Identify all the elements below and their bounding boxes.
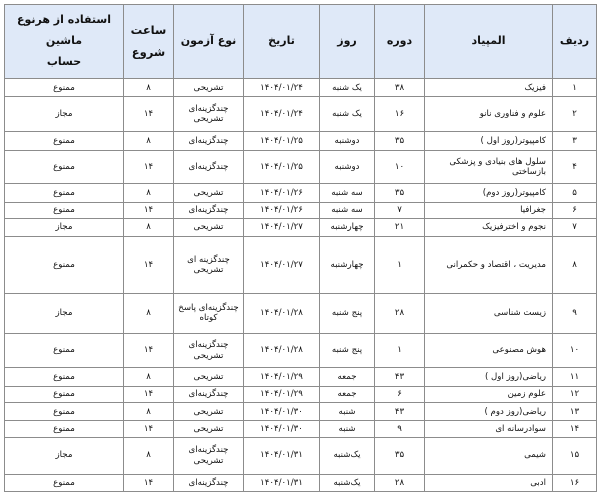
cell-day: یک‌شنبه bbox=[320, 437, 375, 474]
cell-start-time: ۸ bbox=[124, 368, 174, 386]
cell-period: ۳۸ bbox=[375, 79, 425, 97]
cell-day: پنج شنبه bbox=[320, 293, 375, 333]
cell-exam-type: تشریحی bbox=[174, 368, 244, 386]
cell-date: ۱۴۰۴/۰۱/۲۴ bbox=[244, 97, 320, 132]
cell-row-number: ۱۰ bbox=[553, 333, 597, 368]
cell-start-time: ۱۴ bbox=[124, 237, 174, 293]
cell-calculator-use: ممنوع bbox=[5, 421, 124, 437]
cell-date: ۱۴۰۴/۰۱/۲۸ bbox=[244, 293, 320, 333]
cell-exam-type: چندگزینه‌ای پاسخ کوتاه bbox=[174, 293, 244, 333]
cell-period: ۲۸ bbox=[375, 474, 425, 491]
header-row-number: ردیف bbox=[553, 5, 597, 79]
cell-start-time: ۸ bbox=[124, 293, 174, 333]
cell-olympiad: علوم زمین bbox=[425, 386, 553, 402]
header-start-time-line2: شروع bbox=[131, 44, 166, 59]
table-row bbox=[5, 132, 597, 150]
cell-exam-type: چندگزینه‌ای bbox=[174, 386, 244, 402]
cell-exam-type: تشریحی bbox=[174, 184, 244, 202]
header-period: دوره bbox=[375, 5, 425, 79]
cell-period: ۱ bbox=[375, 237, 425, 293]
cell-row-number: ۵ bbox=[553, 184, 597, 202]
cell-period: ۳۵ bbox=[375, 184, 425, 202]
cell-date: ۱۴۰۴/۰۱/۲۵ bbox=[244, 132, 320, 150]
cell-date: ۱۴۰۴/۰۱/۲۸ bbox=[244, 333, 320, 368]
header-day: روز bbox=[320, 5, 375, 79]
cell-start-time: ۸ bbox=[124, 79, 174, 97]
cell-calculator-use: ممنوع bbox=[5, 150, 124, 184]
cell-calculator-use: مجاز bbox=[5, 293, 124, 333]
cell-day: یک شنبه bbox=[320, 79, 375, 97]
table-row bbox=[5, 333, 597, 368]
cell-period: ۱ bbox=[375, 333, 425, 368]
cell-day: دوشنبه bbox=[320, 150, 375, 184]
cell-row-number: ۴ bbox=[553, 150, 597, 184]
cell-date: ۱۴۰۴/۰۱/۳۱ bbox=[244, 437, 320, 474]
cell-day: جمعه bbox=[320, 368, 375, 386]
cell-olympiad: مدیریت ، اقتصاد و حکمرانی bbox=[425, 237, 553, 293]
cell-exam-type: چندگزینه‌ای bbox=[174, 202, 244, 218]
cell-olympiad: کامپیوتر(روز اول ) bbox=[425, 132, 553, 150]
header-olympiad: المپیاد bbox=[425, 5, 553, 79]
cell-period: ۷ bbox=[375, 202, 425, 218]
table-row bbox=[5, 474, 597, 491]
cell-start-time: ۱۴ bbox=[124, 333, 174, 368]
cell-start-time: ۱۴ bbox=[124, 150, 174, 184]
cell-olympiad: زیست شناسی bbox=[425, 293, 553, 333]
table-row bbox=[5, 237, 597, 293]
cell-row-number: ۶ bbox=[553, 202, 597, 218]
cell-exam-type: چندگزینه‌ای تشریحی bbox=[174, 333, 244, 368]
cell-calculator-use: ممنوع bbox=[5, 237, 124, 293]
cell-day: چهارشنبه bbox=[320, 237, 375, 293]
cell-period: ۳۵ bbox=[375, 437, 425, 474]
cell-day: پنج شنبه bbox=[320, 333, 375, 368]
header-calculator-line1: استفاده از هرنوع ماشین bbox=[16, 13, 112, 48]
cell-olympiad: نجوم و اخترفیزیک bbox=[425, 218, 553, 236]
cell-calculator-use: ممنوع bbox=[5, 132, 124, 150]
cell-period: ۹ bbox=[375, 421, 425, 437]
cell-exam-type: تشریحی bbox=[174, 218, 244, 236]
cell-date: ۱۴۰۴/۰۱/۲۶ bbox=[244, 184, 320, 202]
cell-row-number: ۷ bbox=[553, 218, 597, 236]
cell-start-time: ۸ bbox=[124, 218, 174, 236]
cell-start-time: ۸ bbox=[124, 437, 174, 474]
cell-exam-type: چندگزینه ای تشریحی bbox=[174, 237, 244, 293]
cell-exam-type: تشریحی bbox=[174, 79, 244, 97]
table-row bbox=[5, 421, 597, 437]
cell-calculator-use: ممنوع bbox=[5, 184, 124, 202]
cell-period: ۱۶ bbox=[375, 97, 425, 132]
cell-exam-type: چندگزینه‌ای bbox=[174, 474, 244, 491]
cell-day: دوشنبه bbox=[320, 132, 375, 150]
cell-date: ۱۴۰۴/۰۱/۲۷ bbox=[244, 237, 320, 293]
cell-date: ۱۴۰۴/۰۱/۲۶ bbox=[244, 202, 320, 218]
cell-day: جمعه bbox=[320, 386, 375, 402]
cell-calculator-use: ممنوع bbox=[5, 386, 124, 402]
cell-row-number: ۱۱ bbox=[553, 368, 597, 386]
cell-row-number: ۳ bbox=[553, 132, 597, 150]
cell-day: یک‌شنبه bbox=[320, 474, 375, 491]
table-body bbox=[5, 79, 597, 492]
cell-row-number: ۱۶ bbox=[553, 474, 597, 491]
cell-date: ۱۴۰۴/۰۱/۳۱ bbox=[244, 474, 320, 491]
cell-exam-type: چندگزینه‌ای bbox=[174, 132, 244, 150]
cell-start-time: ۸ bbox=[124, 403, 174, 421]
cell-start-time: ۸ bbox=[124, 132, 174, 150]
table-row bbox=[5, 79, 597, 97]
cell-calculator-use: ممنوع bbox=[5, 333, 124, 368]
cell-calculator-use: مجاز bbox=[5, 97, 124, 132]
cell-calculator-use: ممنوع bbox=[5, 368, 124, 386]
header-start-time bbox=[124, 5, 174, 79]
cell-date: ۱۴۰۴/۰۱/۲۷ bbox=[244, 218, 320, 236]
table-row bbox=[5, 293, 597, 333]
cell-olympiad: ریاضی(روز اول ) bbox=[425, 368, 553, 386]
cell-date: ۱۴۰۴/۰۱/۲۹ bbox=[244, 386, 320, 402]
cell-period: ۱۰ bbox=[375, 150, 425, 184]
table-row bbox=[5, 368, 597, 386]
cell-start-time: ۱۴ bbox=[124, 474, 174, 491]
cell-olympiad: علوم و فناوری نانو bbox=[425, 97, 553, 132]
table-row bbox=[5, 403, 597, 421]
cell-calculator-use: ممنوع bbox=[5, 474, 124, 491]
header-exam-type: نوع آزمون bbox=[174, 5, 244, 79]
table-row bbox=[5, 437, 597, 474]
cell-calculator-use: ممنوع bbox=[5, 79, 124, 97]
cell-exam-type: چندگزینه‌ای bbox=[174, 150, 244, 184]
cell-period: ۳۵ bbox=[375, 132, 425, 150]
cell-start-time: ۱۴ bbox=[124, 386, 174, 402]
cell-date: ۱۴۰۴/۰۱/۲۴ bbox=[244, 79, 320, 97]
cell-row-number: ۲ bbox=[553, 97, 597, 132]
cell-day: سه شنبه bbox=[320, 184, 375, 202]
cell-olympiad: سلول های بنیادی و پزشکی بازساختی bbox=[425, 150, 553, 184]
table-row bbox=[5, 202, 597, 218]
table-row bbox=[5, 184, 597, 202]
cell-olympiad: جغرافیا bbox=[425, 202, 553, 218]
cell-olympiad: ریاضی(روز دوم ) bbox=[425, 403, 553, 421]
header-calculator-line2: حساب bbox=[46, 54, 82, 68]
cell-olympiad: فیزیک bbox=[425, 79, 553, 97]
cell-calculator-use: مجاز bbox=[5, 218, 124, 236]
cell-date: ۱۴۰۴/۰۱/۲۹ bbox=[244, 368, 320, 386]
cell-day: چهارشنبه bbox=[320, 218, 375, 236]
cell-day: شنبه bbox=[320, 421, 375, 437]
cell-day: سه شنبه bbox=[320, 202, 375, 218]
cell-calculator-use: ممنوع bbox=[5, 403, 124, 421]
cell-row-number: ۸ bbox=[553, 237, 597, 293]
header-calculator-use bbox=[5, 5, 124, 79]
table-row bbox=[5, 218, 597, 236]
header-date: تاریخ bbox=[244, 5, 320, 79]
cell-period: ۲۸ bbox=[375, 293, 425, 333]
cell-start-time: ۸ bbox=[124, 184, 174, 202]
cell-calculator-use: مجاز bbox=[5, 437, 124, 474]
cell-exam-type: تشریحی bbox=[174, 421, 244, 437]
table-row bbox=[5, 386, 597, 402]
cell-olympiad: هوش مصنوعی bbox=[425, 333, 553, 368]
cell-olympiad: ادبی bbox=[425, 474, 553, 491]
cell-row-number: ۱۳ bbox=[553, 403, 597, 421]
cell-olympiad: شیمی bbox=[425, 437, 553, 474]
cell-start-time: ۱۴ bbox=[124, 97, 174, 132]
table-row bbox=[5, 97, 597, 132]
cell-row-number: ۱۲ bbox=[553, 386, 597, 402]
cell-date: ۱۴۰۴/۰۱/۳۰ bbox=[244, 403, 320, 421]
cell-period: ۲۱ bbox=[375, 218, 425, 236]
table-header-row bbox=[5, 5, 597, 79]
cell-row-number: ۹ bbox=[553, 293, 597, 333]
table-row bbox=[5, 150, 597, 184]
cell-period: ۴۳ bbox=[375, 368, 425, 386]
cell-row-number: ۱۵ bbox=[553, 437, 597, 474]
olympiad-schedule-table bbox=[4, 4, 597, 492]
cell-exam-type: چندگزینه‌ای تشریحی bbox=[174, 97, 244, 132]
cell-olympiad: سوادرسانه ای bbox=[425, 421, 553, 437]
cell-olympiad: کامپیوتر(روز دوم) bbox=[425, 184, 553, 202]
cell-exam-type: تشریحی bbox=[174, 403, 244, 421]
cell-period: ۴۳ bbox=[375, 403, 425, 421]
cell-calculator-use: ممنوع bbox=[5, 202, 124, 218]
cell-start-time: ۱۴ bbox=[124, 202, 174, 218]
cell-period: ۶ bbox=[375, 386, 425, 402]
cell-day: شنبه bbox=[320, 403, 375, 421]
cell-exam-type: چندگزینه‌ای تشریحی bbox=[174, 437, 244, 474]
header-start-time-line1: ساعت bbox=[130, 22, 167, 37]
cell-row-number: ۱ bbox=[553, 79, 597, 97]
cell-date: ۱۴۰۴/۰۱/۳۰ bbox=[244, 421, 320, 437]
cell-start-time: ۱۴ bbox=[124, 421, 174, 437]
cell-row-number: ۱۴ bbox=[553, 421, 597, 437]
cell-day: یک شنبه bbox=[320, 97, 375, 132]
cell-date: ۱۴۰۴/۰۱/۲۵ bbox=[244, 150, 320, 184]
